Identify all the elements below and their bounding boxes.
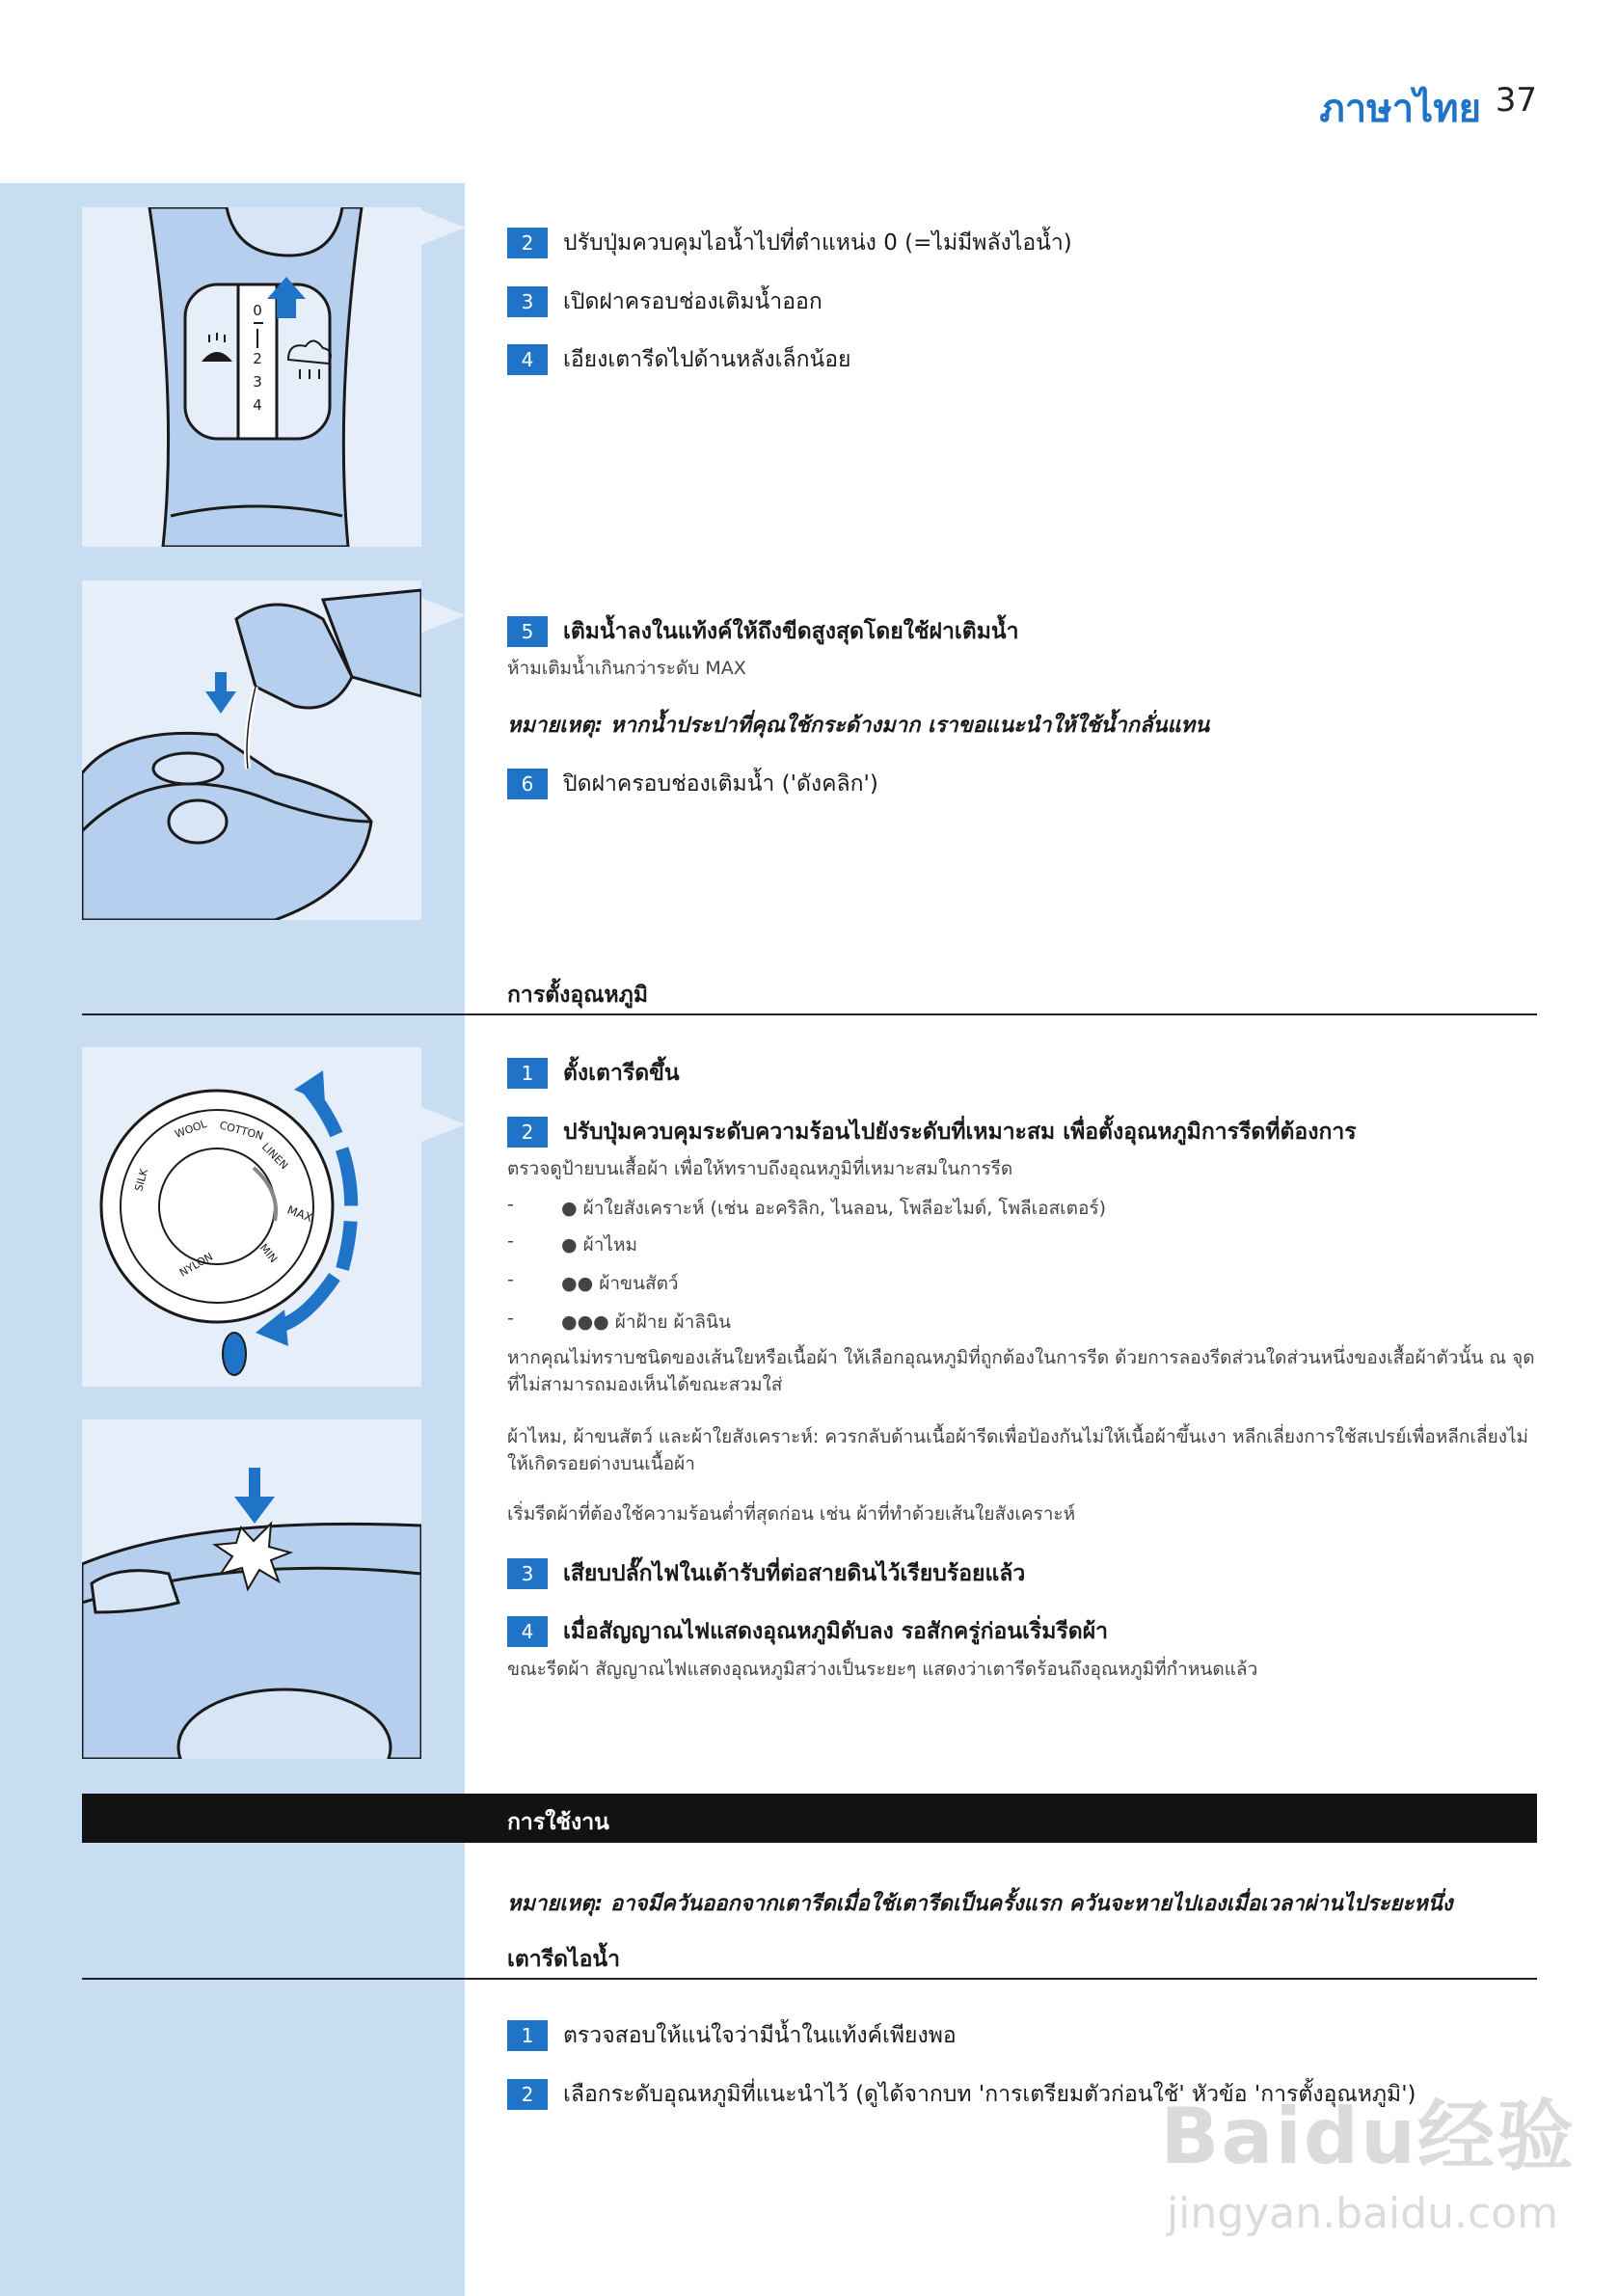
temperature-heading: การตั้งอุณหภูมิ <box>507 983 648 1008</box>
step-number: 4 <box>507 344 548 375</box>
smoke-note: หมายเหตุ: อาจมีควันออกจากเตารีดเมื่อใช้เตารีดเป็นครั้งแรก ควันจะหายไปเองเมื่อเวลาผ่านไประยะหนึ่ง <box>507 1892 1453 1916</box>
unknown-fabric-paragraph: หากคุณไม่ทราบชนิดของเส้นใยหรือเนื้อผ้า ให้เลือกอุณหภูมิที่ถูกต้องในการรีด ด้วยการลองรีดส่วนใดส่วนหนึ่งของเสื้อผ้าตัวนั้น ณ จุดที่ไม่สามารถมองเห็นได้ขณะสวมใส่ <box>507 1347 1535 1395</box>
hard-water-note: หมายเหตุ: หากน้ำประปาที่คุณใช้กระด้างมาก เราขอแนะนำให้ใช้น้ำกลั่นแทน <box>507 714 1210 738</box>
callout-pointer <box>421 1107 466 1142</box>
watermark-logo: Baidu经验 <box>1160 2092 1576 2181</box>
step-text: เอียงเตารีดไปด้านหลังเล็กน้อย <box>563 347 851 372</box>
dial-label-wool: WOOL <box>173 1117 209 1141</box>
step-number: 5 <box>507 616 548 647</box>
dial-label-4: 4 <box>253 396 262 414</box>
step-number: 3 <box>507 1558 548 1589</box>
section-divider <box>82 1978 1537 1980</box>
fabric-synthetic: ● ผ้าใยสังเคราะห์ (เช่น อะคริลิก, ไนลอน, โพลีอะไมด์, โพลีเอสเตอร์) <box>561 1198 1107 1219</box>
step-2-steam-control <box>507 226 1072 260</box>
step-text: เสียบปลั๊กไฟในเต้ารับที่ต่อสายดินไว้เรียบร้อยแล้ว <box>563 1561 1026 1586</box>
dial-label-3: 3 <box>253 373 262 391</box>
list-dash: - <box>507 1308 514 1329</box>
watermark-url: jingyan.baidu.com <box>1166 2189 1558 2238</box>
dial-label-min: MIN <box>256 1241 281 1265</box>
dial-label-nylon: NYLON <box>177 1250 216 1280</box>
fabric-wool: ●● ผ้าขนสัตว์ <box>561 1273 679 1294</box>
dial-label-cotton: COTTON <box>218 1119 265 1143</box>
step-5-fill-water <box>507 614 1019 649</box>
usage-heading: การใช้งาน <box>507 1810 609 1835</box>
step-number: 1 <box>507 1058 548 1089</box>
max-warning: ห้ามเติมน้ำเกินกว่าระดับ MAX <box>507 658 746 679</box>
language-title: ภาษาไทย <box>1319 87 1481 131</box>
step-number: 2 <box>507 1117 548 1148</box>
step-text: ปรับปุ่มควบคุมระดับความร้อนไปยังระดับที่เหมาะสม เพื่อตั้งอุณหภูมิการรีดที่ต้องการ <box>563 1120 1357 1145</box>
temp-step-1 <box>507 1056 680 1091</box>
callout-pointer <box>421 210 466 245</box>
indicator-light-illustration <box>82 1419 421 1759</box>
step-number: 6 <box>507 769 548 799</box>
step-text: ตั้งเตารีดขึ้น <box>563 1061 680 1086</box>
fabric-silk: ● ผ้าไหม <box>561 1234 638 1256</box>
low-heat-first-paragraph: เริ่มรีดผ้าที่ต้องใช้ความร้อนต่ำที่สุดก่อน เช่น ผ้าที่ทำด้วยเส้นใยสังเคราะห์ <box>507 1503 1076 1525</box>
step-text: เมื่อสัญญาณไฟแสดงอุณหภูมิดับลง รอสักครู่ก่อนเริ่มรีดผ้า <box>563 1619 1109 1644</box>
step-number: 4 <box>507 1616 548 1647</box>
delicate-fabric-paragraph: ผ้าไหม, ผ้าขนสัตว์ และผ้าใยสังเคราะห์: ควรกลับด้านเนื้อผ้ารีดเพื่อป้องกันไม่ให้เนื้อผ้าขึ้นเงา หลีกเลี่ยงการใช้สเปรย์เพื่อหลีกเลี่ยงไม่ให้เกิดรอยด่างบนเนื้อผ้า <box>507 1426 1529 1474</box>
step-number: 2 <box>507 2079 548 2110</box>
fabric-cotton-linen: ●●● ผ้าฝ้าย ผ้าลินิน <box>561 1311 731 1333</box>
dial-label-max: MAX <box>284 1202 314 1225</box>
steam-dial-illustration <box>82 207 421 547</box>
fill-water-illustration <box>82 581 421 920</box>
step-number: 3 <box>507 286 548 317</box>
usage-step-1 <box>507 2018 957 2053</box>
step-text: เปิดฝาครอบช่องเติมน้ำออก <box>563 289 822 314</box>
temp-step-2 <box>507 1115 1357 1149</box>
step-3-open-cap <box>507 284 822 319</box>
dial-label-linen: LINEN <box>258 1140 291 1173</box>
step-text: ปิดฝาครอบช่องเติมน้ำ ('ดังคลิก') <box>563 771 878 797</box>
down-arrow-icon <box>234 1468 275 1524</box>
step-text: เติมน้ำลงในแท้งค์ให้ถึงขีดสูงสุดโดยใช้ฝาเติมน้ำ <box>563 619 1019 644</box>
temperature-dial-illustration <box>82 1047 421 1387</box>
section-divider <box>82 1013 1537 1015</box>
temp-step-3 <box>507 1556 1025 1591</box>
dial-label-2: 2 <box>253 350 262 367</box>
temp-step-4 <box>507 1614 1108 1649</box>
page-number: 37 <box>1495 81 1537 120</box>
list-dash: - <box>507 1194 514 1215</box>
dial-label-0: 0 <box>253 302 262 319</box>
callout-pointer <box>421 598 466 633</box>
indicator-note: ขณะรีดผ้า สัญญาณไฟแสดงอุณหภูมิสว่างเป็นระยะๆ แสดงว่าเตารีดร้อนถึงอุณหภูมิที่กำหนดแล้ว <box>507 1659 1258 1680</box>
down-arrow-icon <box>205 672 236 714</box>
usage-section-bar <box>82 1794 1537 1843</box>
check-label-text: ตรวจดูป้ายบนเสื้อผ้า เพื่อให้ทราบถึงอุณหภูมิที่เหมาะสมในการรีด <box>507 1158 1013 1179</box>
list-dash: - <box>507 1230 514 1252</box>
list-dash: - <box>507 1269 514 1290</box>
step-number: 1 <box>507 2020 548 2051</box>
step-text: ปรับปุ่มควบคุมไอน้ำไปที่ตำแหน่ง 0 (=ไม่มีพลังไอน้ำ) <box>563 230 1072 256</box>
step-text: ตรวจสอบให้แน่ใจว่ามีน้ำในแท้งค์เพียงพอ <box>563 2023 957 2048</box>
step-4-tilt-iron <box>507 342 851 377</box>
dial-label-silk: SILK <box>132 1167 151 1193</box>
step-number: 2 <box>507 228 548 258</box>
step-6-close-cap <box>507 767 878 801</box>
steam-ironing-heading: เตารีดไอน้ำ <box>507 1947 621 1972</box>
step-text: เลือกระดับอุณหภูมิที่แนะนำไว้ (ดูได้จากบท 'การเตรียมตัวก่อนใช้' หัวข้อ 'การตั้งอุณหภูมิ') <box>563 2082 1416 2107</box>
